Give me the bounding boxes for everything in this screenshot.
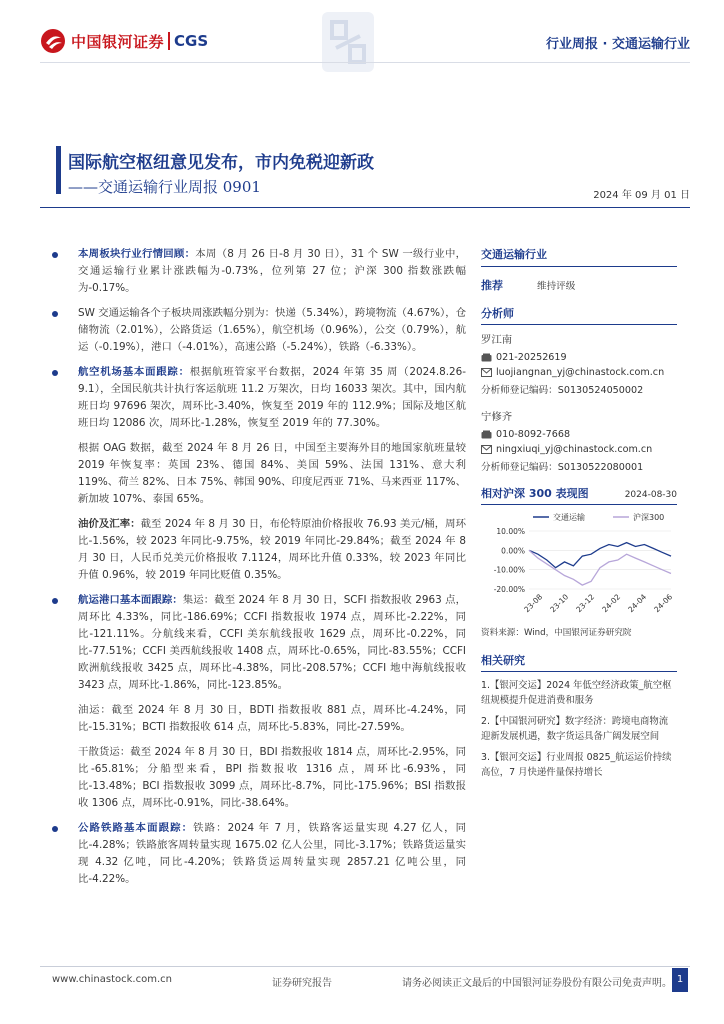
chart-title: 相对沪深 300 表现图 [481, 487, 589, 500]
paragraph [52, 440, 466, 508]
paragraph-lead: 航空机场基本面跟踪： [78, 366, 190, 378]
analyst-cert: 分析师登记编码：S0130522080001 [481, 462, 644, 473]
report-subtitle: ——交通运输行业周报 0901 [68, 178, 261, 196]
paragraph-text: 截至 2024 年 8 月 30 日，布伦特原油价格报收 76.93 美元/桶，周环比-1.56%，较 2023 年同比-9.75%，较 2019 年同比-29.84%；截至 2024 年 8 月 30 日，人民币兑美元价格报收 7.1124，周环比升值 0.33%，较 2023 年同比升值 0.96%，较 2019 年同比贬值 0.35%。 [78, 518, 466, 581]
paragraph [52, 364, 466, 432]
paragraph-text: 本周（8 月 26 日-8 月 30 日），31 个 SW 一级行业中，交通运输行业累计涨跌幅为-0.73%，位列第 27 位；沪深 300 指数涨跌幅为-0.17%。 [78, 248, 467, 294]
chart-header [481, 485, 677, 505]
analyst-phone-text: 021-20252619 [496, 352, 567, 363]
x-tick-label: 24-04 [626, 592, 649, 615]
analyst-email[interactable] [481, 367, 677, 378]
x-tick-label: 24-06 [652, 592, 675, 615]
research-item[interactable]: 2.【中国银河研究】数字经济：跨境电商物流迎新发展机遇，数字货运具备广阔发展空间 [481, 716, 669, 742]
paragraph-lead: 航运港口基本面跟踪： [78, 594, 183, 606]
analyst-email-text[interactable]: luojiangnan_yj@chinastock.com.cn [496, 367, 665, 378]
y-tick-label: -20.00% [493, 585, 525, 594]
rating-label: 推荐 [481, 279, 503, 292]
mail-icon [481, 445, 492, 454]
paragraph-text: 铁路：2024 年 7 月，铁路客运量实现 4.27 亿人，同比-4.28%；铁路旅客周转量实现 1675.02 亿人公里，同比-3.17%；铁路货运量实现 4.32 亿吨，同比-4.20%；铁路货运周转量实现 2857.21 亿吨公里，同比-4.22%。 [78, 822, 467, 885]
research-list [481, 678, 677, 780]
bullet-icon [52, 826, 58, 832]
page-number: 1 [672, 968, 688, 992]
analyst-phone [481, 429, 677, 440]
report-tag: 行业周报 · 交通运输行业 [546, 37, 690, 52]
analyst-phone [481, 352, 677, 363]
phone-icon [481, 430, 492, 439]
analyst-email-text[interactable]: ningxiuqi_yj@chinastock.com.cn [496, 444, 653, 455]
research-heading: 相关研究 [481, 652, 677, 672]
logo-mark-icon [40, 28, 66, 54]
title-accent-bar [56, 146, 61, 194]
rating-value: 维持评级 [537, 281, 576, 292]
footer-divider [40, 966, 690, 967]
x-tick-label: 23-12 [574, 592, 597, 615]
paragraph [52, 246, 466, 297]
title-divider [40, 207, 690, 208]
footer-disclaimer: 请务必阅读正文最后的中国银河证券股份有限公司免责声明。 [402, 978, 672, 989]
legend-label: 交通运输 [553, 513, 585, 522]
logo-name: 中国银河证券 [71, 32, 165, 51]
industry-name: 交通运输行业 [481, 246, 677, 267]
logo-separator [168, 32, 170, 50]
analyst-cert: 分析师登记编码：S0130524050002 [481, 385, 644, 396]
legend-label: 沪深300 [633, 513, 665, 522]
paragraph [52, 702, 466, 736]
report-date: 2024 年 09 月 01 日 [593, 190, 690, 201]
mail-icon [481, 368, 492, 377]
bullet-icon [52, 598, 58, 604]
header-divider [40, 62, 690, 63]
y-tick-label: 10.00% [496, 527, 525, 536]
research-item[interactable]: 3.【银河交运】行业周报 0825_航运运价持续高位，7 月快递件量保持增长 [481, 752, 672, 778]
phone-icon [481, 353, 492, 362]
sidebar [481, 246, 677, 786]
analyst-phone-text: 010-8092-7668 [496, 429, 571, 440]
cgs-watermark-icon [318, 8, 378, 76]
bullet-icon [52, 252, 58, 258]
logo-short: CGS [174, 32, 209, 50]
company-logo [40, 26, 208, 56]
analyst-email[interactable] [481, 444, 677, 455]
paragraph-lead: 公路铁路基本面跟踪： [78, 822, 194, 834]
paragraph-text: 干散货运：截至 2024 年 8 月 30 日，BDI 指数报收 1814 点，周环比-2.95%，同比-65.81%；分船型来看，BPI 指数报收 1316 点，周环比-6.93%，同比-13.48%；BCI 指数报收 3099 点，周环比-8.7%，同比-175.96%；BSI 指数报收 1306 点，周环比-0.91%，同比-38.64%。 [78, 746, 466, 809]
research-item[interactable]: 1.【银河交运】2024 年低空经济政策_航空枢纽规模提升促进消费和服务 [481, 680, 672, 706]
paragraph-text: 根据 OAG 数据，截至 2024 年 8 月 26 日，中国至主要海外目的地国家航班量较 2019 年恢复率：英国 23%、德国 84%、美国 59%、法国 131%、意大利 119%、荷兰 82%、日本 75%、韩国 90%、印度尼西亚 71%、马来西亚 117%、新加坡 107%、泰国 65%。 [78, 442, 466, 505]
x-tick-label: 24-02 [600, 592, 623, 615]
paragraph-text: SW 交通运输各个子板块周涨跌幅分别为：快递（5.34%），跨境物流（4.67%），仓储物流（2.01%），公路货运（1.65%），航空机场（0.96%），公交（0.79%），航运（-0.19%），港口（-4.01%），高速公路（-5.24%），铁路（-6.33%）。 [78, 307, 466, 353]
paragraph [52, 744, 466, 812]
paragraph [52, 592, 466, 694]
performance-chart [481, 509, 677, 621]
chart-source: 资料来源：Wind，中国银河证券研究院 [481, 628, 632, 638]
series-line [529, 550, 671, 585]
analyst-name: 宁修齐 [481, 411, 513, 423]
y-tick-label: 0.00% [501, 546, 525, 556]
paragraph [52, 305, 466, 356]
chart-date: 2024-08-30 [624, 490, 677, 500]
x-tick-label: 23-08 [522, 592, 545, 615]
paragraph-text: 集运：截至 2024 年 8 月 30 日，SCFI 指数报收 2963 点，周环比 4.33%，同比-186.69%；CCFI 指数报收 1974 点，周环比-2.22%，同比-121.11%。分航线来看，CCFI 美东航线报收 1629 点，周环比-0.22%，同比-77.51%；CCFI 美西航线报收 1408 点，周环比-0.65%，同比-83.55%；CCFI 欧洲航线报收 3425 点，周环比-4.38%，同比-208.57%；CCFI 地中海航线报收 3423 点，周环比-1.86%，同比-123.85%。 [78, 594, 466, 691]
x-tick-label: 23-10 [548, 592, 571, 615]
paragraph-lead: 油价及汇率： [78, 518, 141, 530]
footer-url[interactable]: www.chinastock.com.cn [52, 974, 172, 985]
paragraph [52, 516, 466, 584]
paragraph [52, 820, 466, 888]
analyst-name: 罗江南 [481, 334, 513, 346]
paragraph-text: 根据航班管家平台数据，2024 年第 35 周（2024.8.26-9.1），全国民航共计执行客运航班 11.2 万架次，日均 16033 架次。其中，国内航班日均 97696 架次，周环比-3.40%，恢复至 2019 年的 112.9%；国际及地区航班日均 12086 次，周环比-1.28%，恢复至 2019 年的 77.30%。 [78, 366, 467, 429]
analyst-heading: 分析师 [481, 305, 677, 325]
y-tick-label: -10.00% [493, 565, 525, 575]
bullet-icon [52, 370, 58, 376]
paragraph-text: 油运：截至 2024 年 8 月 30 日，BDTI 指数报收 881 点，周环比-4.24%，同比-15.31%；BCTI 指数报收 614 点，周环比-5.83%，同比-27.59%。 [78, 704, 466, 733]
paragraph-lead: 本周板块行业行情回顾： [78, 248, 196, 260]
rating-row [481, 277, 677, 293]
footer-label: 证券研究报告 [272, 978, 332, 989]
bullet-icon [52, 311, 58, 317]
report-title: 国际航空枢纽意见发布，市内免税迎新政 [68, 153, 374, 173]
main-content [52, 246, 466, 896]
